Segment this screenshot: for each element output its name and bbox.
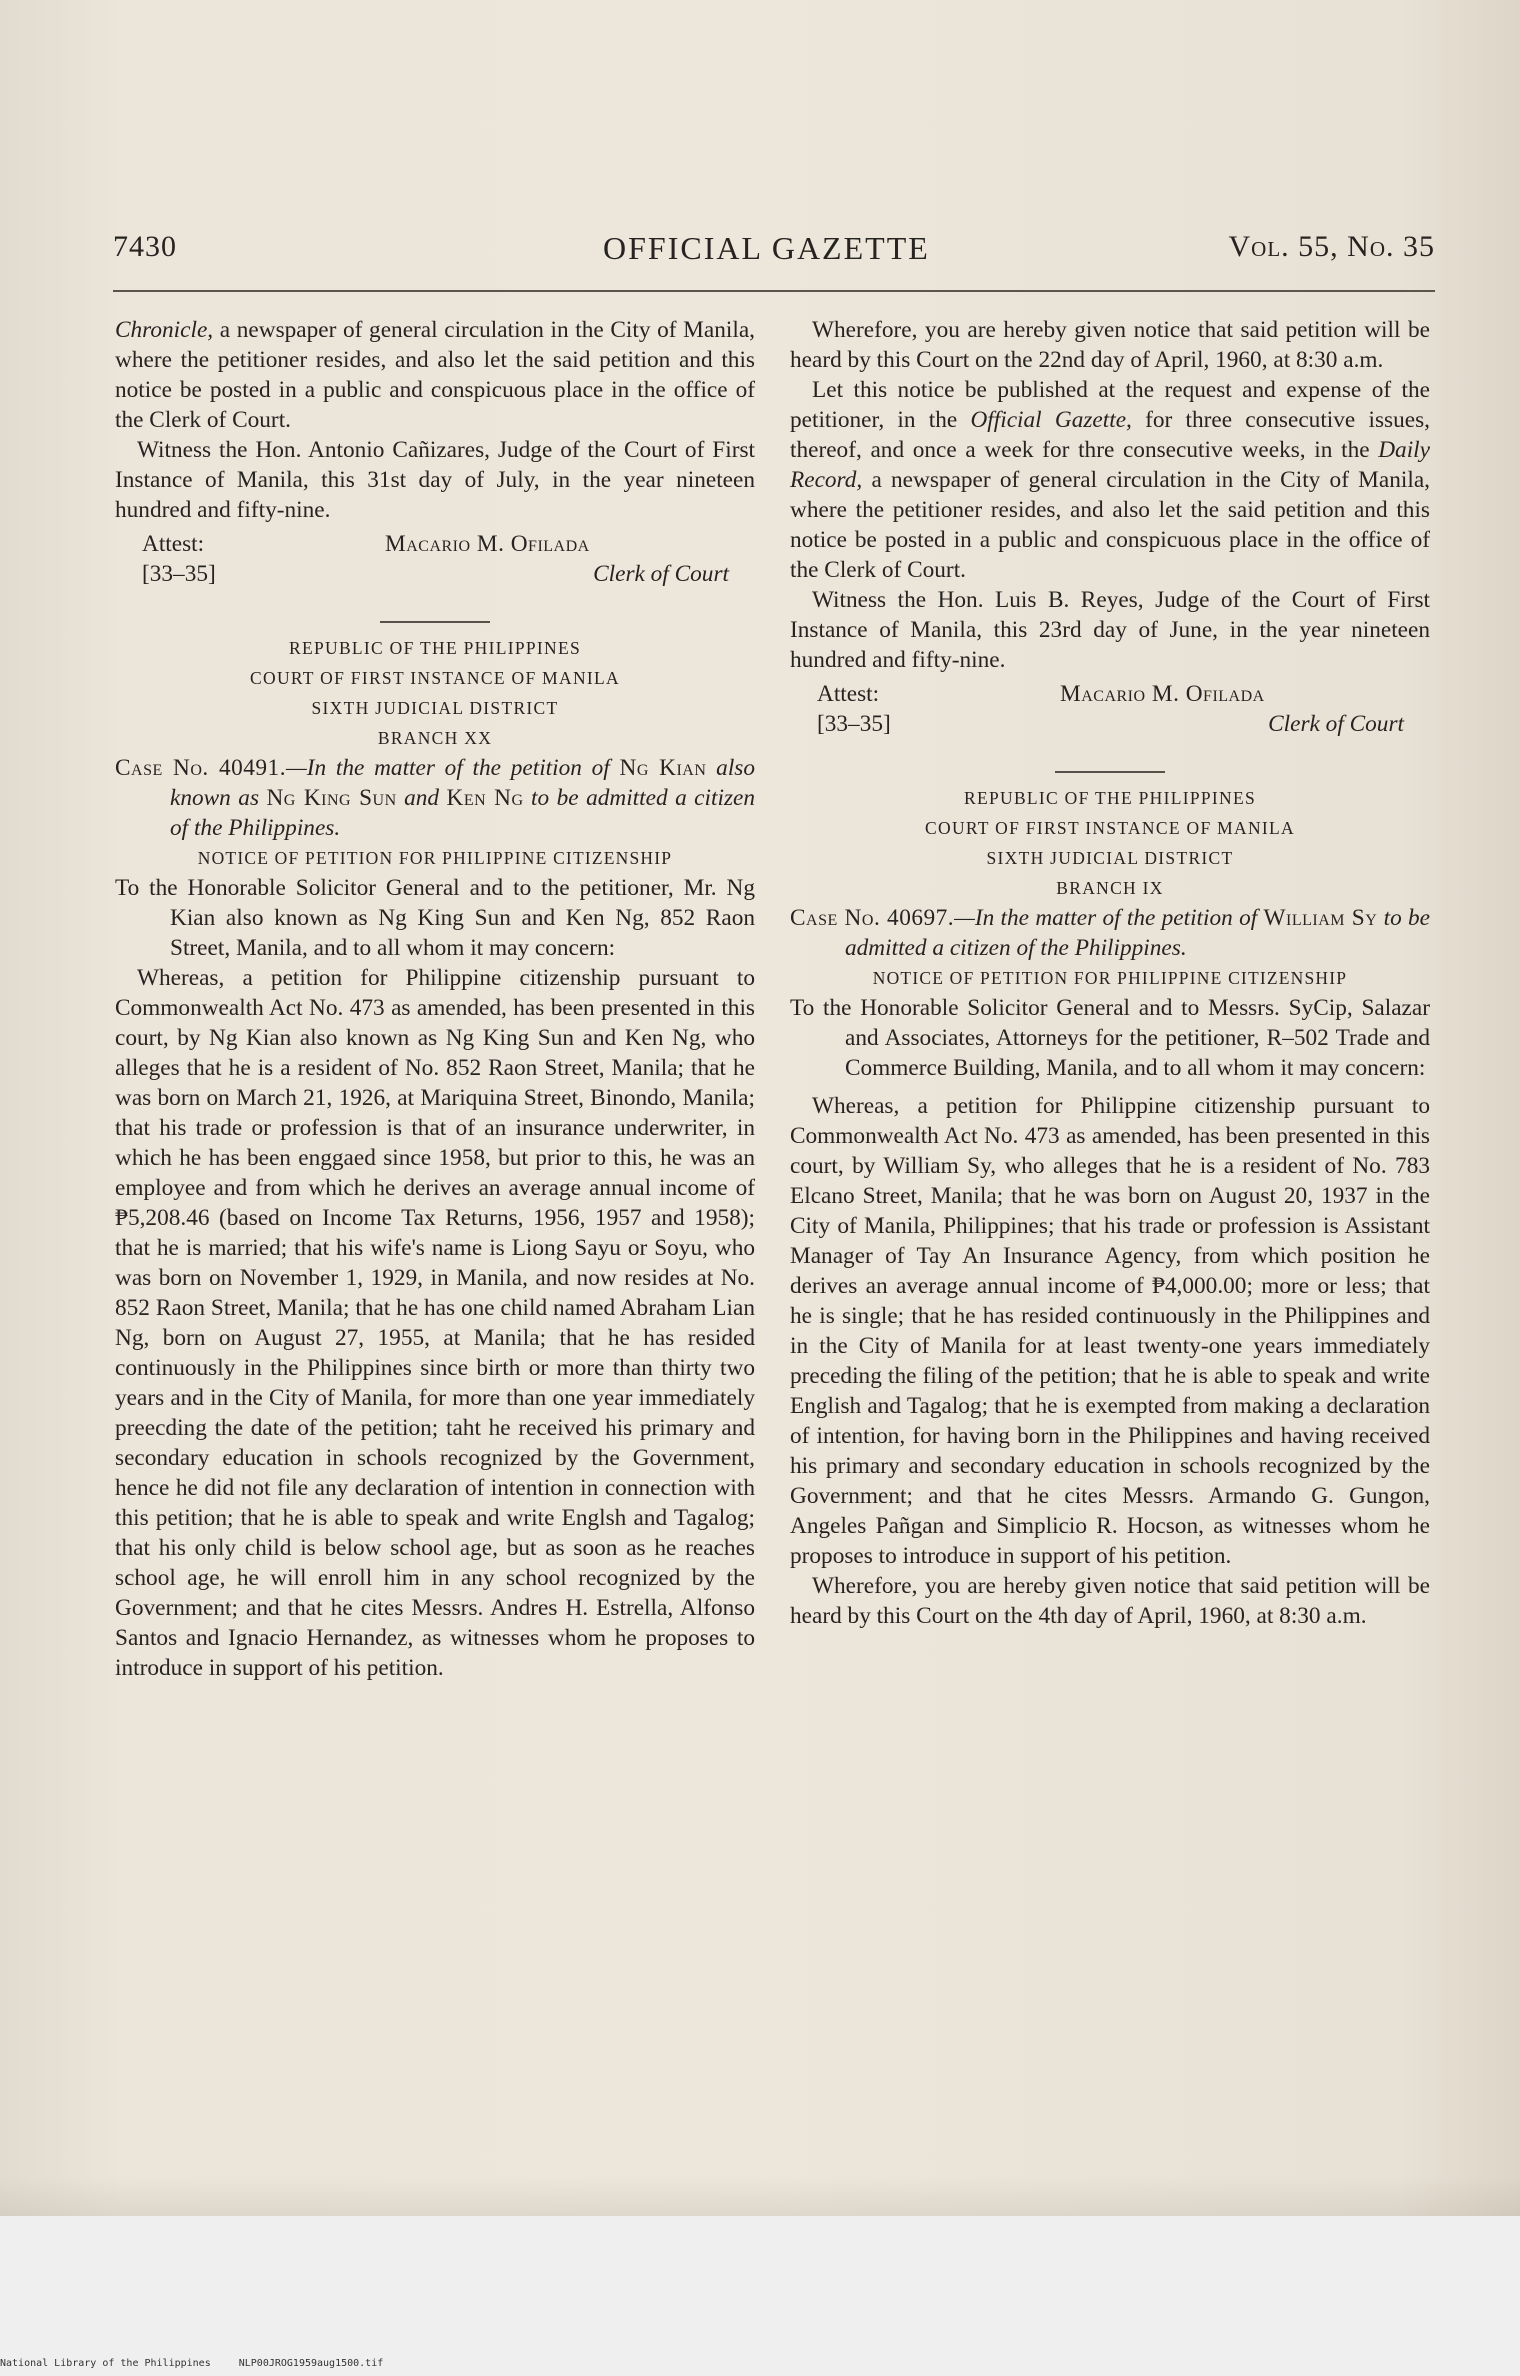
page-number: 7430 bbox=[113, 230, 177, 263]
clerk-name: Macario M. Ofilada bbox=[385, 531, 590, 557]
file-name: NLP00JROG1959aug1500.tif bbox=[238, 2358, 384, 2369]
clerk-title: Clerk of Court bbox=[593, 561, 729, 587]
court-branch: BRANCH XX bbox=[377, 728, 493, 748]
court-name: COURT OF FIRST INSTANCE OF MANILA bbox=[250, 668, 620, 688]
clerk-title: Clerk of Court bbox=[1268, 711, 1404, 737]
court-name: COURT OF FIRST INSTANCE OF MANILA bbox=[925, 818, 1295, 838]
petition-body: Whereas, a petition for Philippine citizenship pursuant to Commonwealth Act No. 473 as amended, has been presented in this court, by William Sy, who alleges that he is a resident of No. 783 Elcano Street, Manila; that he was born on August 20, 1937 in the City of Manila, Philippines; that his trade or profession is Assistant Manager of Tay An Insurance Agency, from which position he derives an average annual income of ₱4,000.00; more or less; that he is single; that he has resided continuously in the Philippines and in the City of Manila for at least twenty-one years immediately preceding the filing of the petition; that he is able to speak and write English and Tagalog; that he is exempted from making a declaration of intention, for having born in the Philippines and having received his primary and secondary education in schools recognized by the Government; and that he cites Messrs. Armando G. Gungon, Angeles Pañgan and Simplicio R. Hocson, as witnesses whom he proposes to introduce in support of his petition. bbox=[790, 1093, 1430, 1569]
library-name: National Library of the Philippines bbox=[0, 2358, 211, 2369]
left-column bbox=[115, 315, 755, 1683]
court-district: SIXTH JUDICIAL DISTRICT bbox=[311, 698, 559, 718]
addressee-paragraph: To the Honorable Solicitor General and to Messrs. SyCip, Salazar and Associates, Attorneys for the petitioner, R–502 Trade and Commerce Building, Manila, and to all whom it may concern: bbox=[790, 995, 1430, 1081]
court-republic: REPUBLIC OF THE PHILIPPINES bbox=[289, 638, 581, 658]
addressee-paragraph: To the Honorable Solicitor General and to the petitioner, Mr. Ng Kian also known as Ng King Sun and Ken Ng, 852 Raon Street, Manila, and to all whom it may concern: bbox=[115, 875, 755, 961]
gazette-title: OFFICIAL GAZETTE bbox=[603, 230, 930, 266]
issue-range: [33–35] bbox=[142, 561, 216, 587]
case-caption: Case No. 40697.—In the matter of the petition of William Sy to be admitted a citizen of the Philippines. bbox=[790, 905, 1431, 961]
continued-paragraph: Chronicle, a newspaper of general circulation in the City of Manila, where the petitioner resides, and also let the said petition and this notice be posted in a public and conspicuous place in the office of the Clerk of Court. bbox=[115, 317, 755, 433]
attest-label: Attest: bbox=[817, 681, 880, 707]
issue-range: [33–35] bbox=[817, 711, 891, 737]
clerk-name: Macario M. Ofilada bbox=[1060, 681, 1265, 707]
attestation-block bbox=[790, 679, 1430, 739]
case-caption: Case No. 40491.—In the matter of the petition of Ng Kian also known as Ng King Sun and Ken Ng to be admitted a citizen of the Philippines. bbox=[115, 755, 756, 841]
attestation-block bbox=[115, 529, 755, 589]
section-divider bbox=[380, 621, 490, 623]
section-divider bbox=[1055, 771, 1165, 773]
court-republic: REPUBLIC OF THE PHILIPPINES bbox=[964, 788, 1256, 808]
wherefore-paragraph: Wherefore, you are hereby given notice that said petition will be heard by this Court on the 22nd day of April, 1960, at 8:30 a.m. bbox=[790, 317, 1430, 373]
notice-title: NOTICE OF PETITION FOR PHILIPPINE CITIZENSHIP bbox=[197, 848, 673, 868]
witness-paragraph: Witness the Hon. Antonio Cañizares, Judge of the Court of First Instance of Manila, this 31st day of July, in the year nineteen hundred and fifty-nine. bbox=[115, 437, 755, 523]
header-rule bbox=[113, 290, 1435, 292]
court-branch: BRANCH IX bbox=[1056, 878, 1164, 898]
scan-margin bbox=[0, 2216, 1520, 2376]
witness-paragraph: Witness the Hon. Luis B. Reyes, Judge of the Court of First Instance of Manila, this 23rd day of June, in the year nineteen hundred and fifty-nine. bbox=[790, 587, 1430, 673]
petition-body: Whereas, a petition for Philippine citizenship pursuant to Commonwealth Act No. 473 as amended, has been presented in this court, by Ng Kian also known as Ng King Sun and Ken Ng, who alleges that he is a resident of No. 852 Raon Street, Manila; that he was born on March 21, 1926, at Mariquina Street, Binondo, Manila; that his trade or profession is that of an insurance underwriter, in which he has been enggaed since 1958, but prior to this, he was an employee and from which he derives an average annual income of ₱5,208.46 (based on Income Tax Returns, 1956, 1957 and 1958); that he is married; that his wife's name is Liong Sayu or Soyu, who was born on November 1, 1929, in Manila, and now resides at No. 852 Raon Street, Manila; that he has one child named Abraham Lian Ng, born on August 27, 1955, at Manila; that he has resided continuously in the Philippines since birth or more than thirty two years and in the City of Manila, for more than one year immediately preecding the date of the petition; taht he received his primary and secondary education in schools recognized by the Government, hence he did not file any declaration of intention in connection with this petition; that he is able to speak and write Englsh and Tagalog; that his only child is below school age, but as soon as he reaches school age, he will enroll him in any school recognized by the Government; and that he cites Messrs. Andres H. Estrella, Alfonso Santos and Ignacio Hernandez, as witnesses whom he proposes to introduce in support of his petition. bbox=[115, 965, 755, 1681]
notice-title: NOTICE OF PETITION FOR PHILIPPINE CITIZENSHIP bbox=[872, 968, 1348, 988]
volume-number: Vol. 55, No. 35 bbox=[1228, 230, 1435, 263]
wherefore-paragraph: Wherefore, you are hereby given notice that said petition will be heard by this Court on the 4th day of April, 1960, at 8:30 a.m. bbox=[790, 1573, 1430, 1629]
scan-footer bbox=[0, 2358, 1520, 2369]
attest-label: Attest: bbox=[142, 531, 205, 557]
publication-paragraph: Let this notice be published at the request and expense of the petitioner, in the Official Gazette, for three consecutive issues, thereof, and once a week for thre consecutive weeks, in the Daily Record, a newspaper of general circulation in the City of Manila, where the petitioner resides, and also let the said petition and this notice be posted in a public and conspicuous place in the office of the Clerk of Court. bbox=[790, 377, 1430, 583]
right-column bbox=[790, 315, 1430, 1631]
page-header bbox=[113, 230, 1435, 274]
court-district: SIXTH JUDICIAL DISTRICT bbox=[986, 848, 1234, 868]
